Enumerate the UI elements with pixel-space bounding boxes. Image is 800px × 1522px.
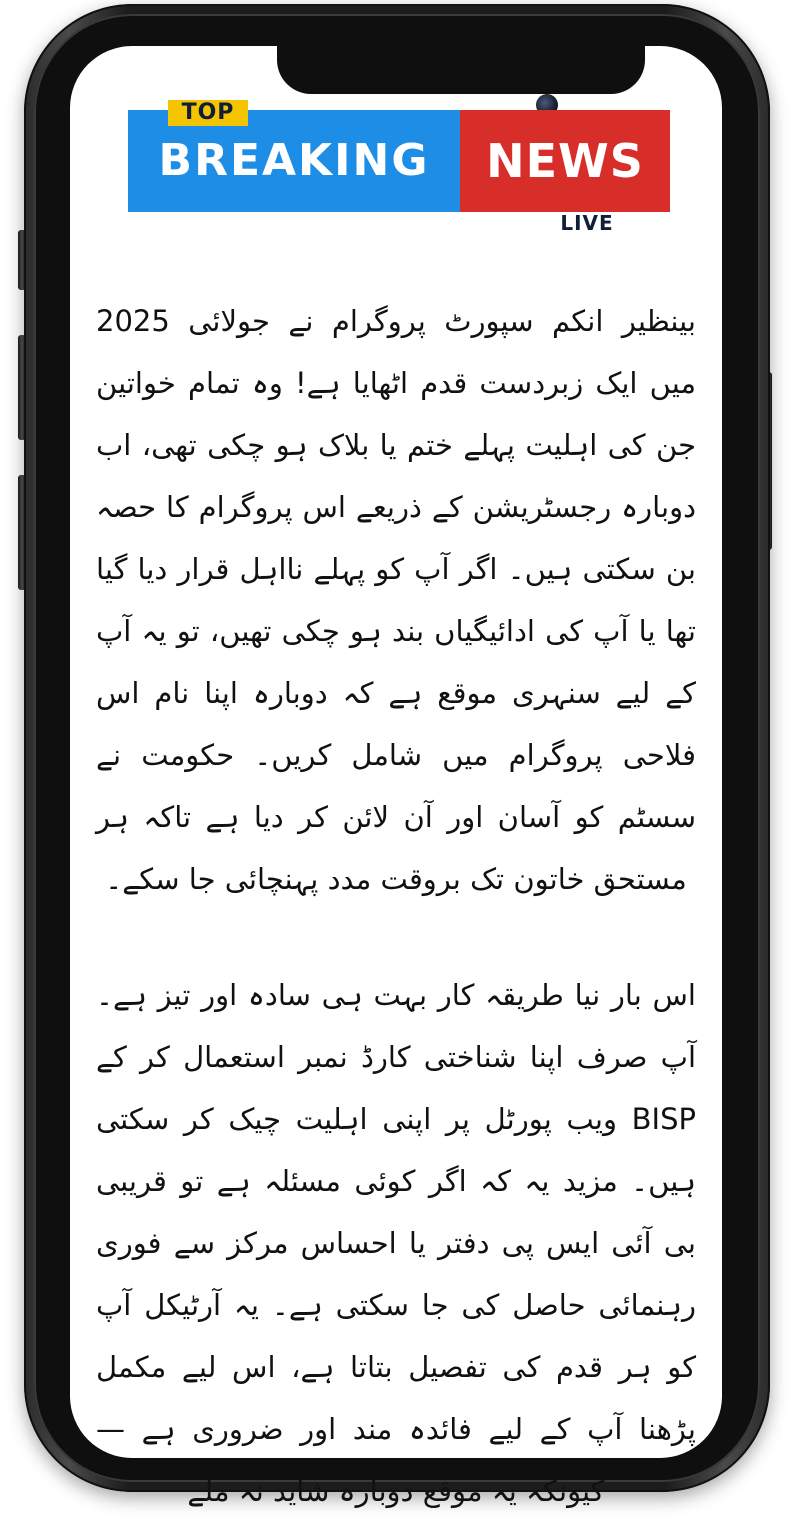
banner-breaking-text: BREAKING <box>128 110 460 212</box>
breaking-news-banner <box>128 100 670 276</box>
banner-live-tag: LIVE <box>540 212 634 234</box>
article-paragraph-1: بینظیر انکم سپورٹ پروگرام نے جولائی 2025 میں ایک زبردست قدم اٹھایا ہے! وہ تمام خواتین جن کی اہلیت پہلے ختم یا بلاک ہو چکی تھی، اب دوبارہ رجسٹریشن کے ذریعے اس پروگرام کا حصہ بن سکتی ہیں۔ اگر آپ کو پہلے نااہل قرار دیا گیا تھا یا آپ کی ادائیگیاں بند ہو چکی تھیں، تو یہ آپ کے لیے سنہری موقع ہے کہ دوبارہ اپنا نام اس فلاحی پروگرام میں شامل کریں۔ حکومت نے سسٹم کو آسان اور آن لائن کر دیا ہے تاکہ ہر مستحق خاتون تک بروقت مدد پہنچائی جا سکے۔ <box>96 304 696 896</box>
article-paragraph-2: اس بار نیا طریقہ کار بہت ہی سادہ اور تیز ہے۔ آپ صرف اپنا شناختی کارڈ نمبر استعمال کر کے BISP ویب پورٹل پر اپنی اہلیت چیک کر سکتی ہیں۔ مزید یہ کہ اگر کوئی مسئلہ ہے تو قریبی بی آئی ایس پی دفتر یا احساس مرکز سے فوری رہنمائی حاصل کی جا سکتی ہے۔ یہ آرٹیکل آپ کو ہر قدم کی تفصیل بتاتا ہے، اس لیے مکمل پڑھنا آپ کے لیے فائدہ مند اور ضروری ہے — کیونکہ یہ موقع دوبارہ شاید نہ ملے <box>96 978 696 1508</box>
phone-notch <box>277 46 645 94</box>
banner-top-tag: TOP <box>168 100 248 126</box>
phone-screen <box>70 46 722 1508</box>
banner-news-text: NEWS <box>460 110 670 212</box>
article-body <box>96 286 696 1522</box>
